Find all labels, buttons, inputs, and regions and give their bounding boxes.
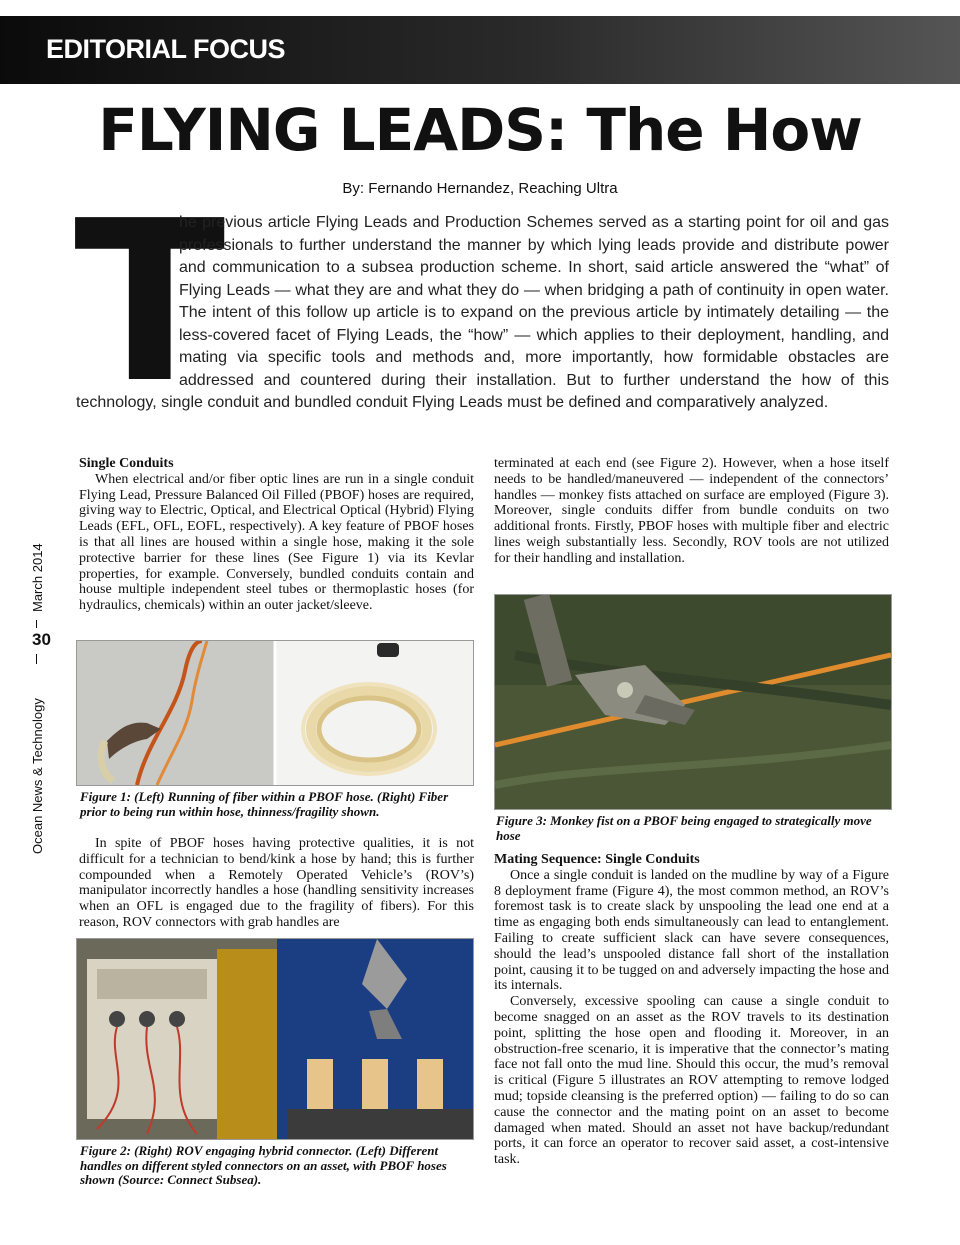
left-column-top bbox=[79, 456, 474, 614]
intro-text: he previous article Flying Leads and Production Schemes served as a starting point for oil and gas professionals to further understand the manner by which lying leads provide and distribute power and communication to a subsea production scheme. In short, said article answered the “what” of Flying Leads — what they are and what they do — when bridging a path of continuity in open water. The intent of this follow up article is to expand on the previous article by intimately detailing — the less-covered facet of Flying Leads, the “how” — which applies to their deployment, handling, and mating via specific tools and methods and, more importantly, how formidable obstacles are addressed and countered during their installation. But to further understand the how of this technology, single conduit and bundled conduit Flying Leads must be defined and comparatively analyzed. bbox=[76, 214, 889, 411]
figure-2-photo bbox=[77, 939, 473, 1139]
right-column-top bbox=[494, 456, 889, 567]
section-label: EDITORIAL FOCUS bbox=[46, 34, 286, 64]
paragraph: When electrical and/or fiber optic lines are run in a single conduit Flying Lead, Pressure Balanced Oil Filled (PBOF) hoses are required, giving way to Electric, Optical, and Electrical Optical (Hybrid) Flying Leads (EFL, OFL, EOFL, respectively). A key feature of PBOF hoses is that all lines are housed within a single hose, making it the sole protective barrier for these lines (See Figure 1) via its Kevlar properties, for example. Conversely, bundled conduits contain and house multiple independent steel tubes or thermoplastic hoses (for hydraulics, chemicals) within an outer jacket/sleeve. bbox=[79, 471, 474, 614]
paragraph: Conversely, excessive spooling can cause a single conduit to become snagged on an asset as the ROV travels to its destination point, splitting the hose open and flooding it. Moreover, in an obstruction-free scenario, it is imperative that the connector’s mating face not fall onto the mud line. Should this occur, the mud’s removal is critical (Figure 5 illustrates an ROV attempting to remove lodged mud; topside cleansing is the preferred option) — failing to do so can cause the connector and the mating point on an asset to become damaged when mated. Should an asset not have backup/redundant ports, it can force an operator to recover said asset, a cost-intensive task. bbox=[494, 994, 889, 1168]
figure-1-caption: Figure 1: (Left) Running of fiber within a PBOF hose. (Right) Fiber prior to being run within hose, thinness/fragility shown. bbox=[80, 789, 449, 819]
sidebar-divider bbox=[36, 620, 37, 628]
intro-paragraph bbox=[76, 212, 889, 415]
figure-1 bbox=[76, 640, 474, 786]
page-number: 30 bbox=[32, 630, 51, 649]
figure-2 bbox=[76, 938, 474, 1140]
section-header-bar bbox=[0, 16, 960, 84]
issue-date: March 2014 bbox=[30, 543, 45, 612]
page-sidebar bbox=[22, 520, 52, 855]
article-byline: By: Fernando Hernandez, Reaching Ultra bbox=[342, 180, 618, 197]
figure-1-photo bbox=[77, 641, 473, 785]
left-column-middle bbox=[79, 836, 474, 931]
article-title: FLYING LEADS: The How bbox=[98, 96, 862, 164]
section-heading-mating-sequence: Mating Sequence: Single Conduits bbox=[494, 852, 700, 867]
figure-3-caption: Figure 3: Monkey fist on a PBOF being engaged to strategically move hose bbox=[496, 813, 872, 843]
figure-3 bbox=[494, 594, 892, 810]
sidebar-divider bbox=[36, 654, 37, 664]
publication-name: Ocean News & Technology bbox=[30, 698, 45, 854]
drop-cap: T bbox=[74, 174, 226, 432]
section-heading-single-conduits: Single Conduits bbox=[79, 456, 174, 471]
paragraph: Once a single conduit is landed on the mudline by way of a Figure 8 deployment frame (Figure 4), the most common method, an ROV’s foremost task is to create slack by unspooling the lead one end at a time as engaging both ends simultaneously can lead to entanglement. Failing to create sufficient slack can have severe consequences, should the lead’s unspooled distance fall short of the installation point, causing it to be tugged on and adversely impacting the hose and its internals. bbox=[494, 867, 889, 994]
paragraph: In spite of PBOF hoses having protective qualities, it is not difficult for a technician to bend/kink a hose by hand; this is further compounded when a Remotely Operated Vehicle’s (ROV’s) manipulator incorrectly handles a hose (handling sensitivity increases when an OFL is engaged due to the fragility of fibers). For this reason, ROV connectors with grab handles are bbox=[79, 836, 474, 930]
figure-2-caption: Figure 2: (Right) ROV engaging hybrid connector. (Left) Different handles on different styled connectors on an asset, with PBOF hoses shown (Source: Connect Subsea). bbox=[80, 1143, 447, 1187]
figure-3-photo bbox=[495, 595, 891, 809]
paragraph: terminated at each end (see Figure 2). However, when a hose itself needs to be handled/maneuvered — independent of the connectors’ handles — monkey fists attached on surface are employed (Figure 3). Moreover, single conduits differ from bundle conduits on two additional fronts. Firstly, PBOF hoses with multiple fiber and electric lines weigh substantially less. Secondly, ROV tools are not utilized for their handling and installation. bbox=[494, 456, 889, 566]
right-column-bottom bbox=[494, 852, 889, 1168]
